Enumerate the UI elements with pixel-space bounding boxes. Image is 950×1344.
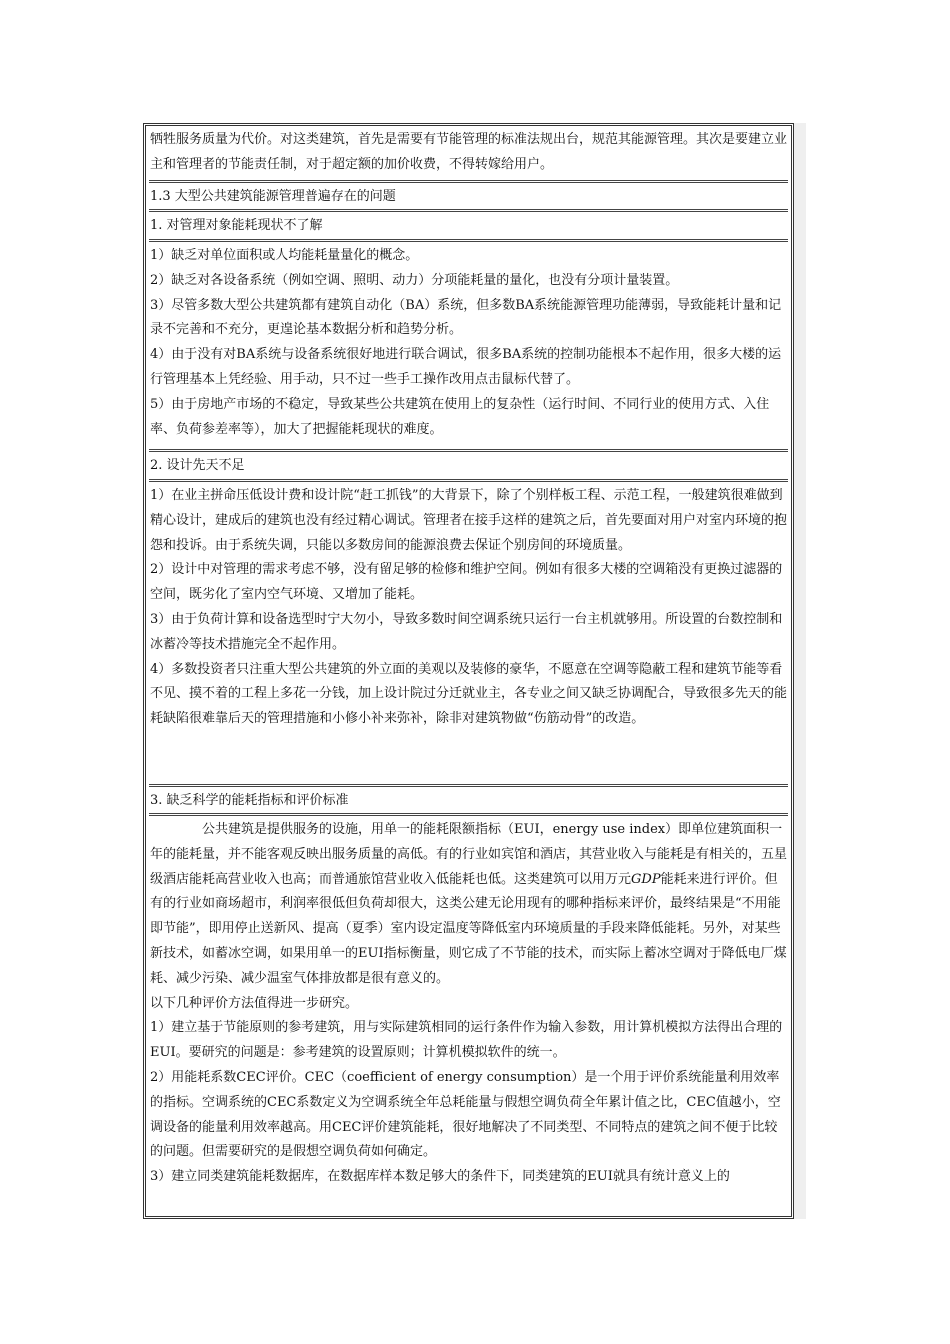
subsection-heading-2	[149, 452, 788, 482]
text-run-italic: GDP	[631, 871, 661, 887]
heading-text: 1.3 大型公共建筑能源管理普遍存在的问题	[150, 189, 396, 204]
list-item: 5）由于房地产市场的不稳定，导致某些公共建筑在使用上的复杂性（运行时间、不同行业的使用方式、入住率、负荷参差率等），加大了把握能耗现状的难度。	[150, 396, 770, 437]
paragraph: 牺牲服务质量为代价。对这类建筑，首先是需要有节能管理的标准法规出台，规范其能源管理。其次是要建立业主和管理者的节能责任制，对于超定额的加价收费，不得转嫁给用户。	[150, 132, 788, 172]
list-item: 1）在业主拼命压低设计费和设计院“赶工抓钱”的大背景下，除了个别样板工程、示范工程，一般建筑很难做到精心设计，建成后的建筑也没有经过精心调试。管理者在接手这样的建筑之后，首先要面对用户对室内环境的抱怨和投诉。由于系统失调，只能以多数房间的能源浪费去保证个别房间的环境质量。	[150, 488, 788, 553]
text-run: 能耗来进行评价。但有的行业如商场超市，利润率很低但负荷却很大，这类公建无论用现有的哪种指标来评价，最终结果是“不用能即节能”，即用停止送新风、提高（夏季）室内设定温度等降低室内环境质量的手段来降低能耗。另外，对某些新技术，如蓄冰空调，如果用单一的EUI指标衡量，则它成了不节能的技术，而实际上蓄冰空调对于降低电厂煤耗、减少污染、减少温室气体排放都是很有意义的。	[150, 871, 787, 986]
list-item: 3）建立同类建筑能耗数据库，在数据库样本数足够大的条件下，同类建筑的EUI就具有统计意义上的	[150, 1169, 730, 1185]
table-row-problem-1	[149, 242, 788, 452]
subsection-heading-3	[149, 787, 788, 816]
list-item: 1）缺乏对单位面积或人均能耗量量化的概念。	[150, 248, 419, 263]
list-item: 3）由于负荷计算和设备选型时宁大勿小，导致多数时间空调系统只运行一台主机就够用。所设置的台数控制和冰蓄冷等技术措施完全不起作用。	[150, 611, 783, 652]
list-item: 2）缺乏对各设备系统（例如空调、照明、动力）分项能耗量的量化，也没有分项计量装置。	[150, 272, 679, 288]
list-item: 4）多数投资者只注重大型公共建筑的外立面的美观以及装修的豪华，不愿意在空调等隐蔽工程和建筑节能等看不见、摸不着的工程上多花一分钱，加上设计院过分迁就业主，各专业之间又缺乏协调配合，导致很多先天的能耗缺陷很难靠后天的管理措施和小修小补来弥补，除非对建筑物做“伤筋动骨”的改造。	[150, 661, 788, 727]
paragraph	[150, 818, 787, 992]
list-item: 3）尽管多数大型公共建筑都有建筑自动化（BA）系统，但多数BA系统能源管理功能薄弱，导致能耗计量和记录不完善和不充分，更遑论基本数据分析和趋势分析。	[150, 297, 782, 338]
paragraph: 以下几种评价方法值得进一步研究。	[150, 995, 359, 1011]
document-table	[143, 123, 794, 1219]
list-item: 1）建立基于节能原则的参考建筑，用与实际建筑相同的运行条件作为输入参数，用计算机模拟方法得出合理的EUI。要研究的问题是：参考建筑的设置原则；计算机模拟软件的统一。	[150, 1020, 783, 1061]
list-item: 2）设计中对管理的需求考虑不够，没有留足够的检修和维护空间。例如有很多大楼的空调箱没有更换过滤器的空间，既劣化了室内空气环境、又增加了能耗。	[150, 562, 783, 603]
table-row-problem-3	[149, 816, 788, 1216]
heading-text: 1. 对管理对象能耗现状不了解	[150, 218, 323, 233]
text-run: 公共建筑是提供服务的设施，用单一的能耗限额指标（EUI，energy use index）即单位建筑面积一年的能耗量，并不能客观反映出服务质量的高低。有的行业如宾馆和酒店，其营业收入与能耗是有相关的，五星级酒店能耗高营业收入也高；而普通旅馆营业收入低能耗也低。这类建筑可以用万元	[150, 822, 788, 887]
list-item: 4）由于没有对BA系统与设备系统很好地进行联合调试，很多BA系统的控制功能根本不起作用，很多大楼的运行管理基本上凭经验、用手动，只不过一些手工操作改用点击鼠标代替了。	[150, 347, 782, 387]
subsection-heading-1	[149, 212, 788, 242]
heading-text: 3. 缺乏科学的能耗指标和评价标准	[150, 793, 349, 808]
table-row-intro	[149, 126, 788, 183]
section-heading-1-3	[149, 183, 788, 212]
page-shadow	[794, 123, 806, 1219]
heading-text: 2. 设计先天不足	[150, 458, 245, 473]
list-item: 2）用能耗系数CEC评价。CEC（coefficient of energy consumption）是一个用于评价系统能量利用效率的指标。空调系统的CEC系数定义为空调系统全年总耗能量与假想空调负荷全年累计值之比，CEC值越小，空调设备的能量利用效率越高。用CEC评价建筑能耗，很好地解决了不同类型、不同特点的建筑之间不便于比较的问题。但需要研究的是假想空调负荷如何确定。	[150, 1069, 781, 1160]
table-row-problem-2	[149, 482, 788, 787]
